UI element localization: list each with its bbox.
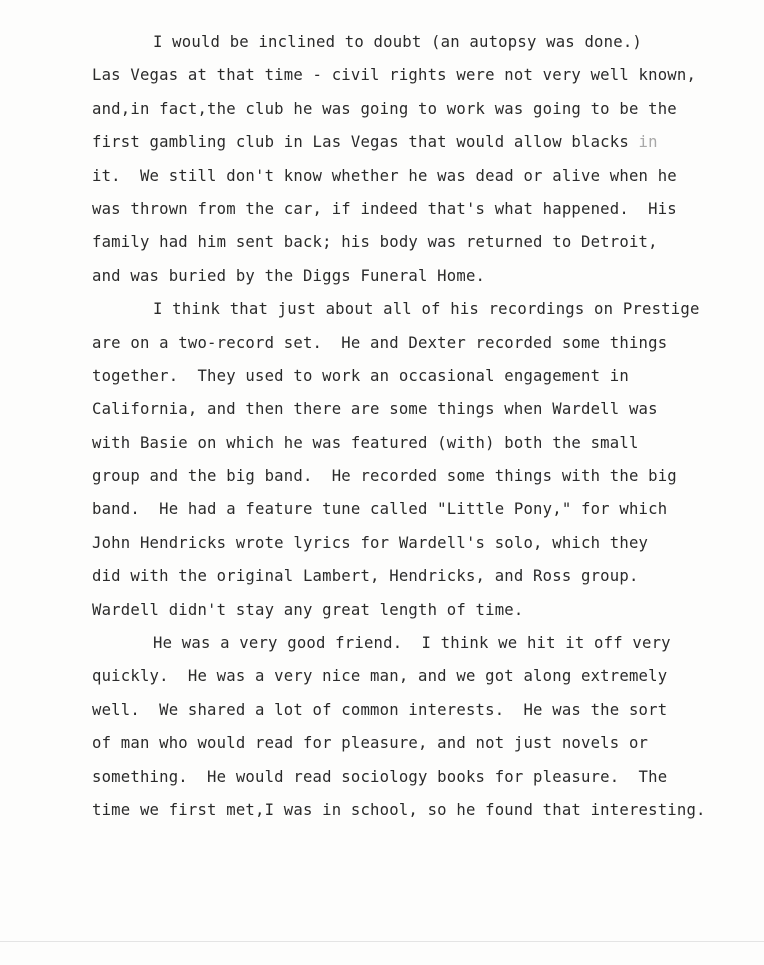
text-line: it. We still don't know whether he was dead or alive when he	[92, 166, 677, 185]
text-line: of man who would read for pleasure, and not just novels or	[92, 734, 649, 753]
text-line: He was a very good friend. I think we hit it off very	[153, 634, 671, 653]
text-line: quickly. He was a very nice man, and we got along extremely	[92, 667, 668, 686]
text-line: group and the big band. He recorded some things with the big	[92, 467, 677, 486]
text-line: band. He had a feature tune called "Little Pony," for which	[92, 500, 668, 519]
faint-text-fragment: in	[638, 133, 658, 152]
text-line: are on a two-record set. He and Dexter recorded some things	[92, 333, 668, 352]
text-line	[92, 126, 752, 159]
text-line: well. We shared a lot of common interests. He was the sort	[92, 700, 668, 719]
paragraph-1	[92, 26, 752, 293]
scan-edge-line	[0, 941, 764, 942]
text-line: was thrown from the car, if indeed that's what happened. His	[92, 199, 677, 218]
text-line: California, and then there are some things when Wardell was	[92, 400, 658, 419]
text-line: and,in fact,the club he was going to work was going to be the	[92, 99, 677, 118]
text-line: John Hendricks wrote lyrics for Wardell's solo, which they	[92, 533, 649, 552]
text-line: I think that just about all of his recordings on Prestige	[153, 300, 700, 319]
text-line: I would be inclined to doubt (an autopsy was done.)	[153, 33, 642, 51]
text-line: did with the original Lambert, Hendricks, and Ross group.	[92, 567, 639, 586]
paragraph-2	[92, 293, 752, 627]
paragraph-3	[92, 627, 752, 827]
text-line: together. They used to work an occasional engagement in	[92, 366, 629, 385]
text-line: Wardell didn't stay any great length of time.	[92, 600, 524, 619]
text-line: time we first met,I was in school, so he found that interesting.	[92, 800, 706, 819]
text-line: and was buried by the Diggs Funeral Home.	[92, 266, 486, 285]
document-body	[92, 26, 752, 827]
text-line: something. He would read sociology books for pleasure. The	[92, 767, 668, 786]
text-line: Las Vegas at that time - civil rights were not very well known,	[92, 66, 697, 85]
text-line-main: first gambling club in Las Vegas that would allow blacks	[92, 133, 629, 152]
text-line: family had him sent back; his body was returned to Detroit,	[92, 233, 658, 252]
text-line: with Basie on which he was featured (with) both the small	[92, 433, 639, 452]
